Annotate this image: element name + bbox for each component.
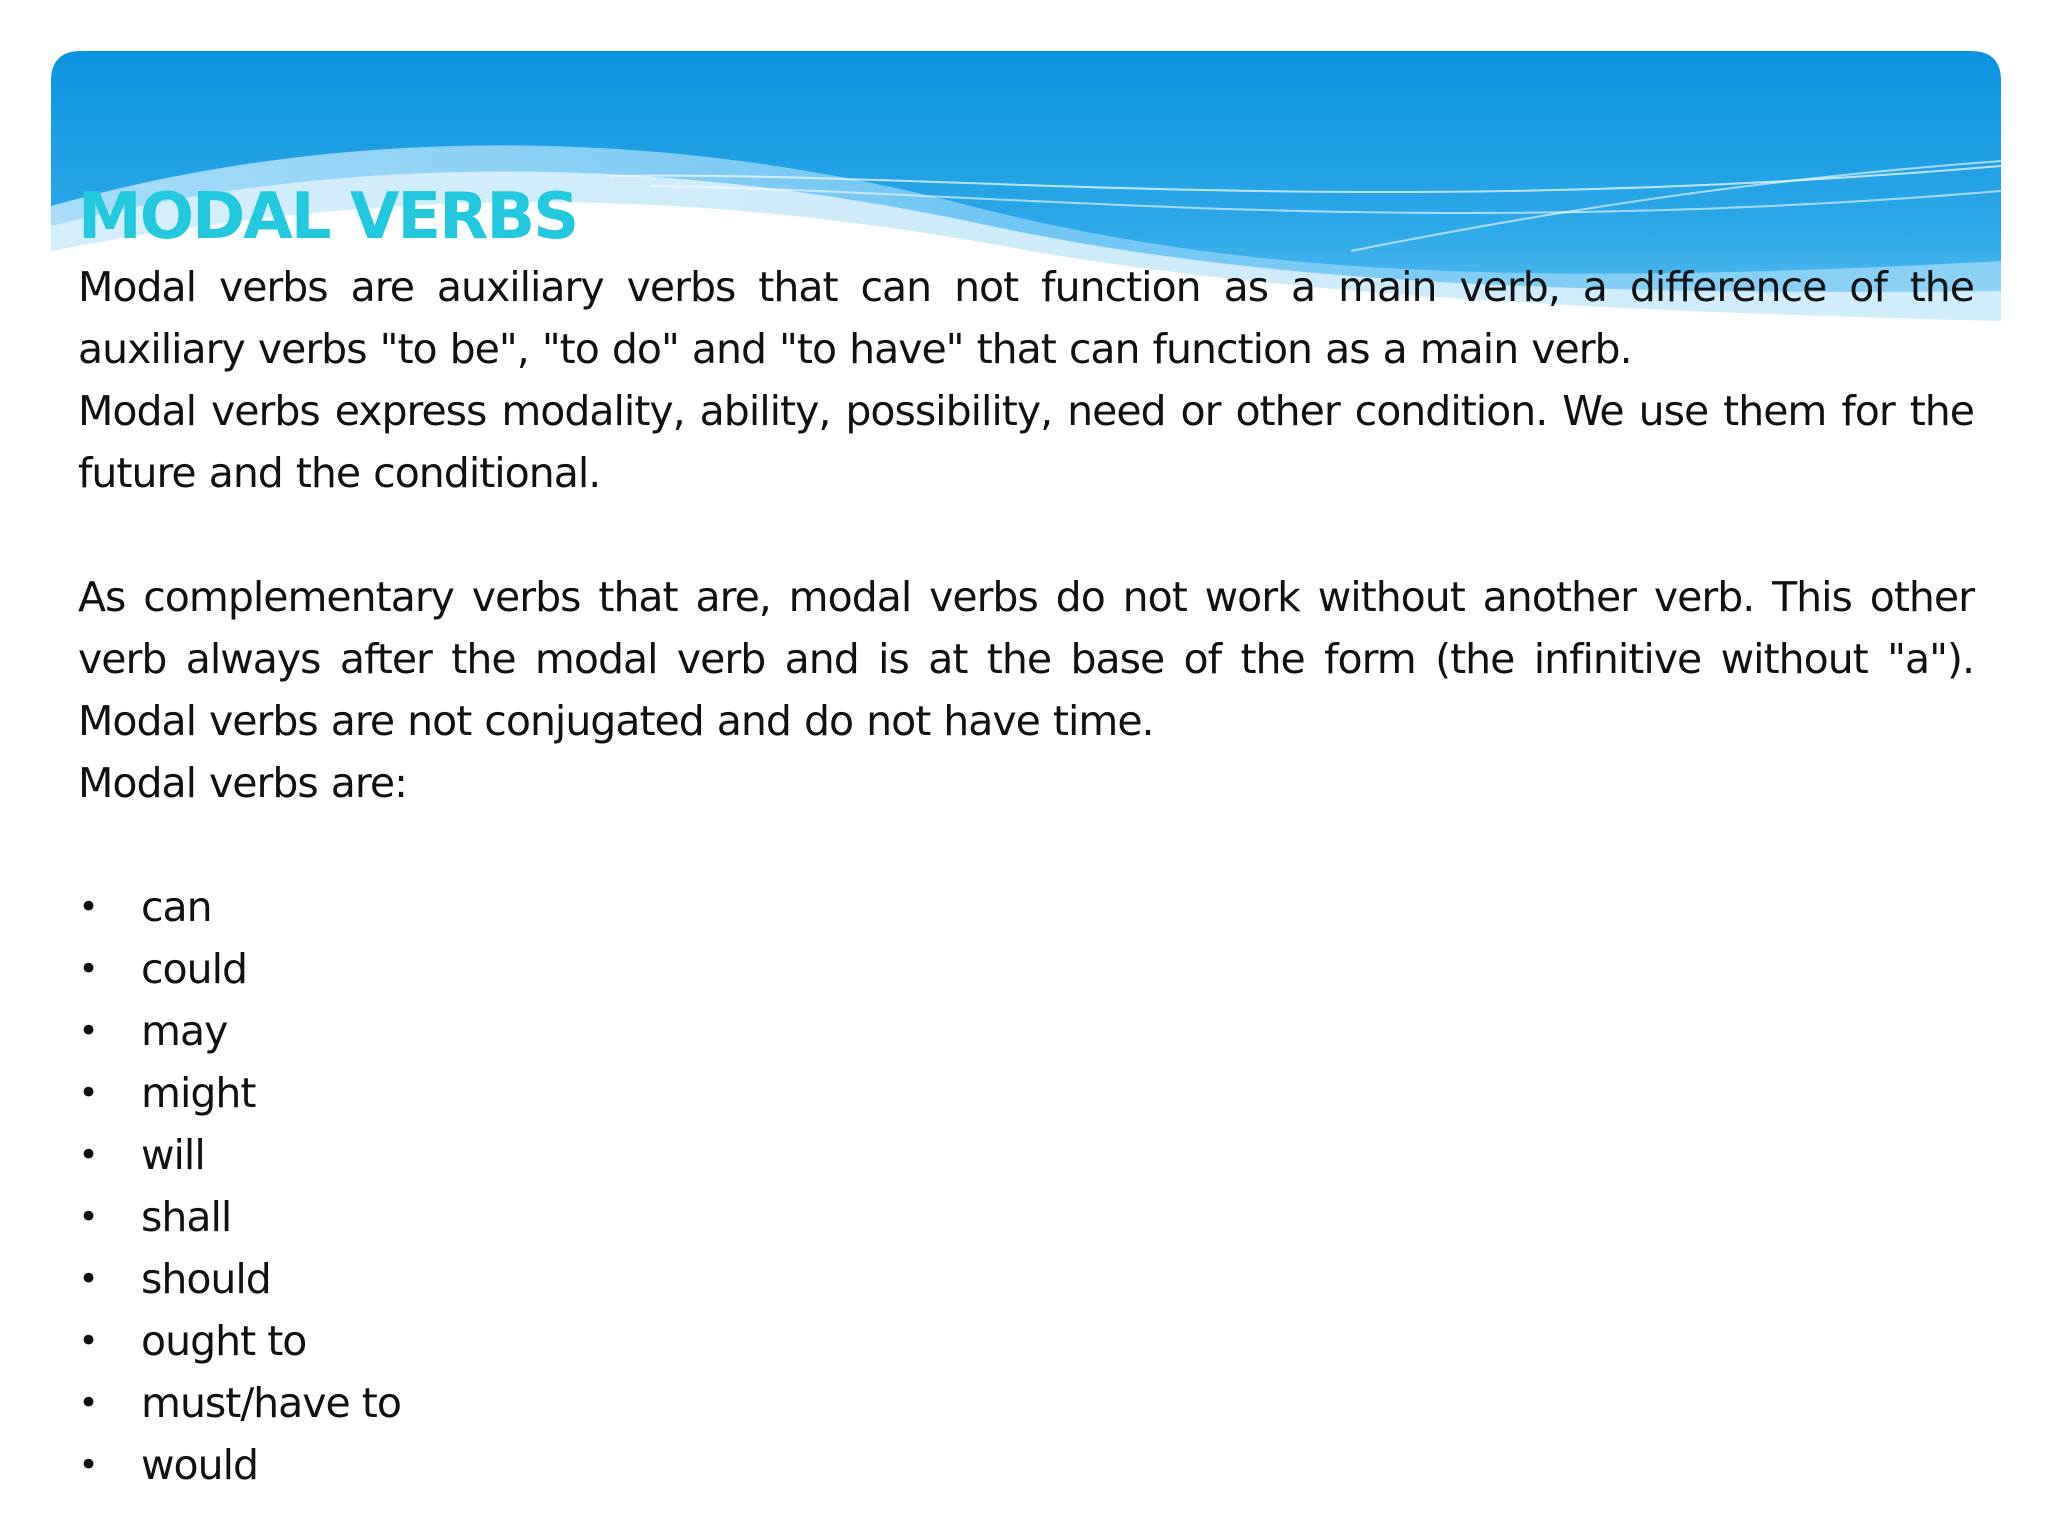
- list-item: [78, 938, 1974, 1000]
- list-item-text: can: [141, 883, 212, 931]
- list-item-text: might: [141, 1069, 256, 1117]
- slide-content: [78, 178, 1974, 1496]
- bullet-icon: •: [78, 887, 98, 927]
- paragraph-spacer: [78, 504, 1974, 566]
- list-item: [78, 1372, 1974, 1434]
- bullet-icon: •: [78, 1011, 98, 1051]
- paragraph-definition: Modal verbs are auxiliary verbs that can not function as a main verb, a difference of the auxiliary verbs "to be", "to do" and "to have" that can function as a main verb.: [78, 263, 1974, 373]
- list-spacer: [78, 814, 1974, 876]
- list-item: [78, 1062, 1974, 1124]
- bullet-icon: •: [78, 949, 98, 989]
- list-item: [78, 1248, 1974, 1310]
- list-item-text: would: [141, 1441, 259, 1489]
- slide-title: MODAL VERBS: [78, 180, 578, 254]
- paragraph-complementary: As complementary verbs that are, modal verbs do not work without another verb. This other verb always after the modal verb and is at the base of the form (the infinitive without "a"). Modal verbs are not conjugated and do not have time.: [78, 573, 1974, 745]
- bullet-icon: •: [78, 1445, 98, 1485]
- list-item-text: could: [141, 945, 248, 993]
- modal-verbs-list: [78, 876, 1974, 1496]
- list-item: [78, 1186, 1974, 1248]
- bullet-icon: •: [78, 1135, 98, 1175]
- list-item-text: must/have to: [141, 1379, 401, 1427]
- list-item: [78, 1310, 1974, 1372]
- bullet-icon: •: [78, 1383, 98, 1423]
- paragraph-usage: Modal verbs express modality, ability, possibility, need or other condition. We use them for the future and the conditional.: [78, 387, 1974, 497]
- bullet-icon: •: [78, 1197, 98, 1237]
- paragraph-list-intro: Modal verbs are:: [78, 759, 407, 807]
- list-item: [78, 1434, 1974, 1496]
- bullet-icon: •: [78, 1259, 98, 1299]
- list-item: [78, 876, 1974, 938]
- list-item-text: will: [141, 1131, 205, 1179]
- list-item: [78, 1124, 1974, 1186]
- list-item-text: should: [141, 1255, 271, 1303]
- list-item-text: may: [141, 1007, 228, 1055]
- list-item: [78, 1000, 1974, 1062]
- list-item-text: shall: [141, 1193, 232, 1241]
- bullet-icon: •: [78, 1321, 98, 1361]
- bullet-icon: •: [78, 1073, 98, 1113]
- list-item-text: ought to: [141, 1317, 307, 1365]
